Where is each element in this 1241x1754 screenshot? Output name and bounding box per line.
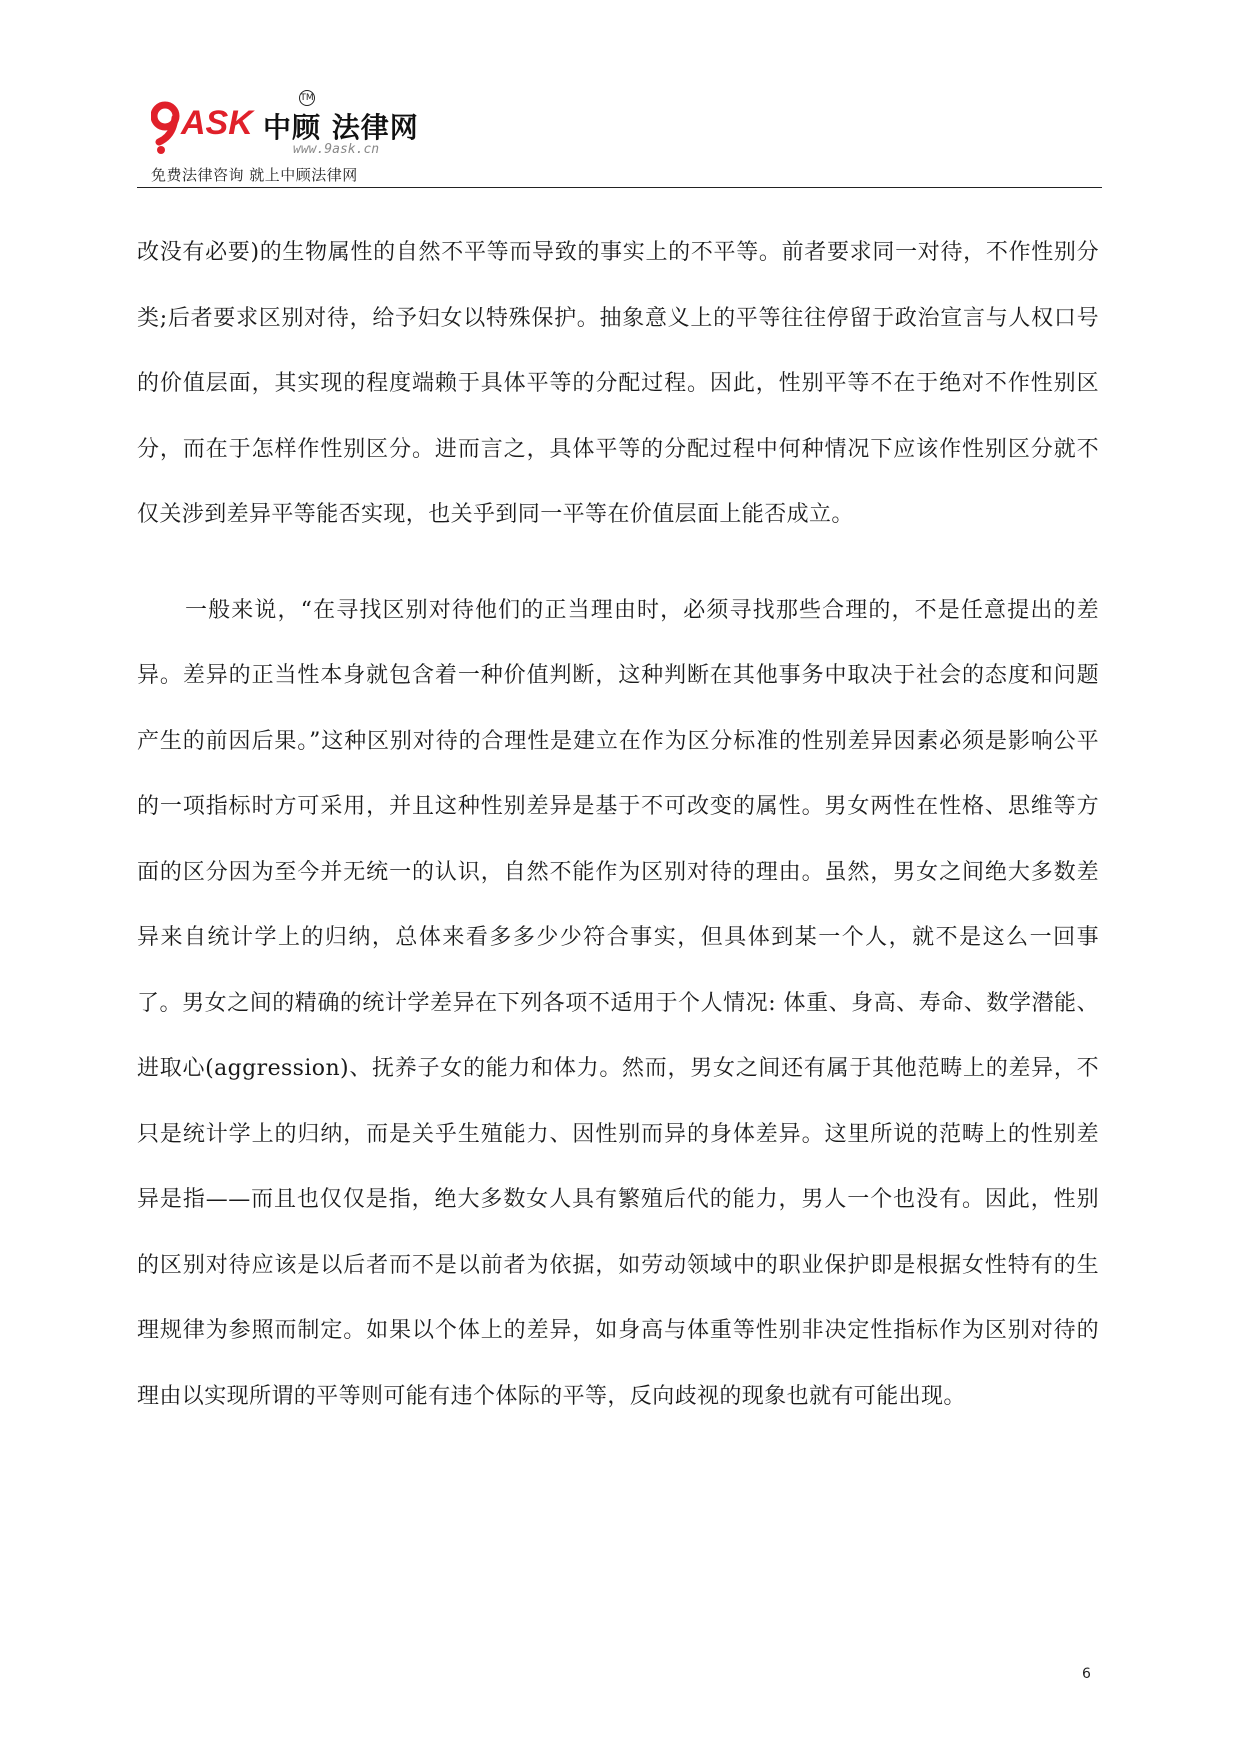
brand-name: 中顾 法律网	[263, 111, 419, 144]
header-divider	[137, 187, 1102, 188]
site-logo	[151, 93, 451, 188]
document-body	[137, 220, 1099, 1429]
paragraph-2: 一般来说，“在寻找区别对待他们的正当理由时，必须寻找那些合理的，不是任意提出的差异。差异的正当性本身就包含着一种价值判断，这种判断在其他事务中取决于社会的态度和问题产生的前因后果。”这种区别对待的合理性是建立在作为区分标准的性别差异因素必须是影响公平的一项指标时方可采用，并且这种性别差异是基于不可改变的属性。男女两性在性格、思维等方面的区分因为至今并无统一的认识，自然不能作为区别对待的理由。虽然，男女之间绝大多数差异来自统计学上的归纳，总体来看多多少少符合事实，但具体到某一个人，就不是这么一回事了。男女之间的精确的统计学差异在下列各项不适用于个人情况: 体重、身高、寿命、数学潜能、进取心(aggression)、抚养子女的能力和体力。然而，男女之间还有属于其他范畴上的差异，不只是统计学上的归纳，而是关乎生殖能力、因性别而异的身体差异。这里所说的范畴上的性别差异是指——而且也仅仅是指，绝大多数女人具有繁殖后代的能力，男人一个也没有。因此，性别的区别对待应该是以后者而不是以前者为依据，如劳动领域中的职业保护即是根据女性特有的生理规律为参照而制定。如果以个体上的差异，如身高与体重等性别非决定性指标作为区别对待的理由以实现所谓的平等则可能有违个体际的平等，反向歧视的现象也就有可能出现。	[137, 597, 1099, 1409]
page-header	[137, 88, 1102, 188]
trademark-mark: TM	[299, 90, 315, 106]
page-number: 6	[1082, 1666, 1091, 1682]
paragraph-gap	[137, 548, 1099, 578]
9ask-logo-mark	[151, 96, 263, 158]
paragraph-1: 改没有必要)的生物属性的自然不平等而导致的事实上的不平等。前者要求同一对待，不作性别分类;后者要求区别对待，给予妇女以特殊保护。抽象意义上的平等往往停留于政治宣言与人权口号的价值层面，其实现的程度端赖于具体平等的分配过程。因此，性别平等不在于绝对不作性别区分，而在于怎样作性别区分。进而言之，具体平等的分配过程中何种情况下应该作性别区分就不仅关涉到差异平等能否实现，也关乎到同一平等在价值层面上能否成立。	[137, 240, 1099, 527]
slogan: 免费法律咨询 就上中顾法律网	[151, 166, 358, 184]
site-url: www.9ask.cn	[293, 142, 380, 157]
svg-text:ASK: ASK	[181, 104, 253, 142]
